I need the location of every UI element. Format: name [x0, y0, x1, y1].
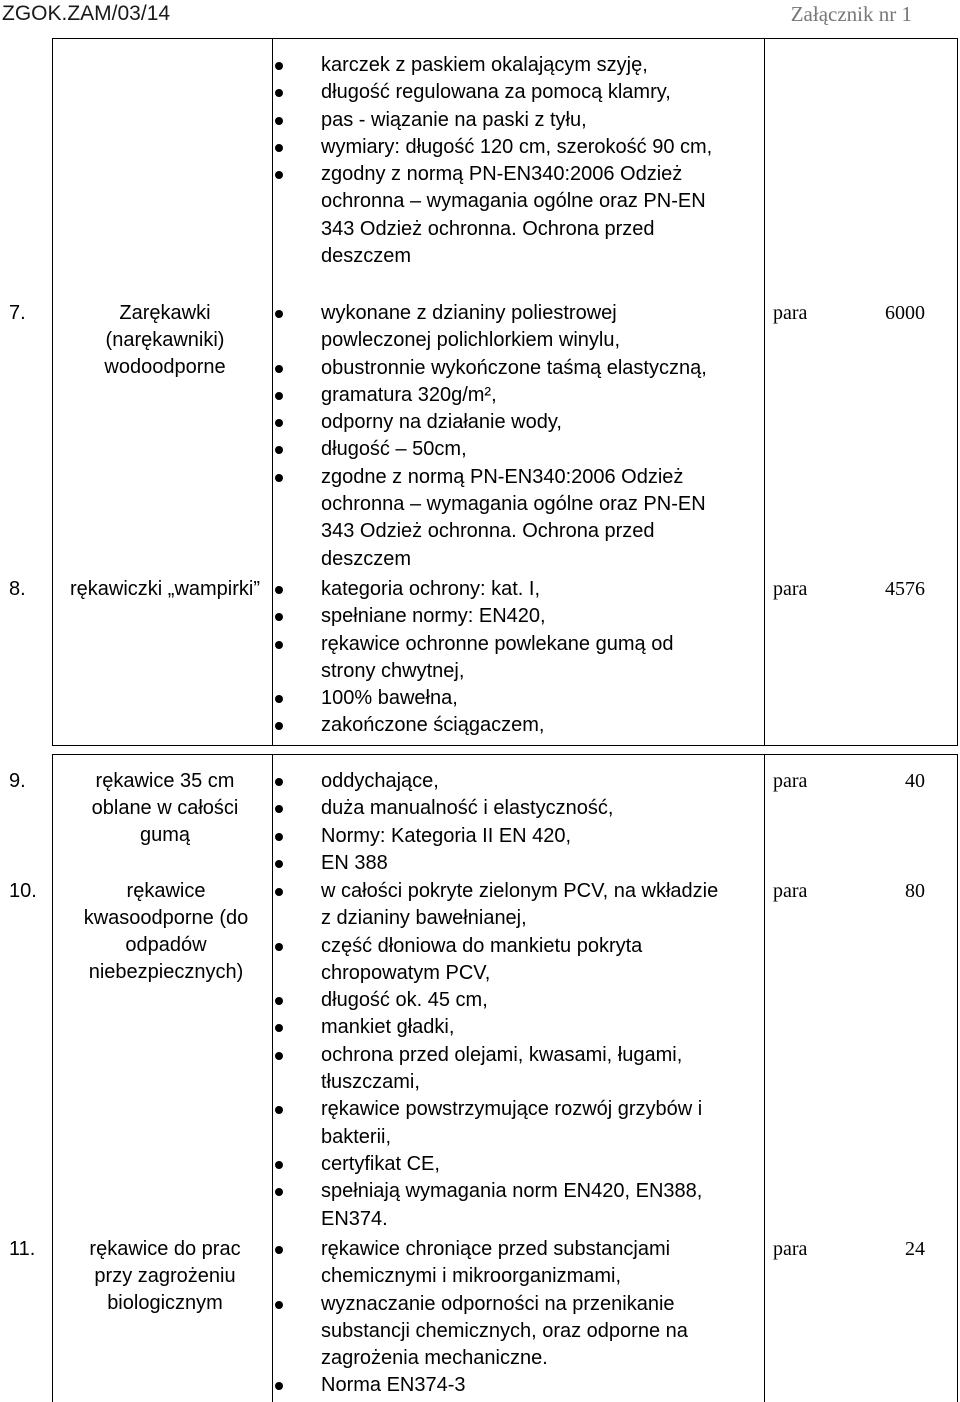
item-name: rękawice do prac przy zagrożeniu biologicznym — [89, 1238, 241, 1314]
bullet-icon — [275, 89, 283, 97]
bullet-icon — [275, 365, 283, 373]
list-item: Normy: Kategoria II EN 420, — [270, 823, 730, 850]
bullet-icon — [275, 641, 283, 649]
bullet-icon — [275, 1052, 283, 1060]
quantity-value: 4576 — [885, 578, 925, 600]
bullet-icon — [275, 586, 283, 594]
spec-list — [270, 768, 730, 877]
list-item: wyznaczanie odporności na przenikanie substancji chemicznych, oraz odporne na zagrożenia mechaniczne. — [270, 1291, 730, 1373]
list-item: wymiary: długość 120 cm, szerokość 90 cm, — [270, 134, 730, 161]
quantity-value: 80 — [905, 880, 925, 902]
bullet-icon — [275, 446, 283, 454]
list-item: zgodne z normą PN-EN340:2006 Odzież ochronna – wymagania ogólne oraz PN-EN 343 Odzież ochronna. Ochrona przed deszczem — [270, 464, 730, 573]
bullet-icon — [275, 1246, 283, 1254]
list-item: oddychające, — [270, 768, 730, 795]
bullet-icon — [275, 833, 283, 841]
column-divider — [764, 755, 765, 1402]
item-name: rękawice 35 cm oblane w całości gumą — [91, 770, 239, 846]
bullet-icon — [275, 888, 283, 896]
spec-list — [270, 300, 730, 573]
list-item: mankiet gładki, — [270, 1014, 730, 1041]
spec-list — [270, 878, 730, 1233]
row-number: 9. — [9, 770, 26, 792]
list-item: EN 388 — [270, 850, 730, 877]
bullet-icon — [275, 474, 283, 482]
list-item: Norma EN374-3 — [270, 1372, 730, 1399]
list-item: pas - wiązanie na paski z tyłu, — [270, 107, 730, 134]
list-item: zakończone ściągaczem, — [270, 712, 730, 739]
unit-label: para — [773, 880, 808, 902]
quantity-value: 24 — [905, 1238, 925, 1260]
list-item: zgodny z normą PN-EN340:2006 Odzież ochronna – wymagania ogólne oraz PN-EN 343 Odzież ochronna. Ochrona przed deszczem — [270, 161, 730, 270]
bullet-icon — [275, 860, 283, 868]
list-item: obustronnie wykończone taśmą elastyczną, — [270, 355, 730, 382]
list-item: gramatura 320g/m², — [270, 382, 730, 409]
list-item: spełniane normy: EN420, — [270, 603, 730, 630]
bullet-icon — [275, 419, 283, 427]
list-item: rękawice ochronne powlekane gumą od strony chwytnej, — [270, 631, 730, 686]
bullet-icon — [275, 62, 283, 70]
spec-list — [270, 576, 730, 740]
list-item: długość – 50cm, — [270, 436, 730, 463]
unit-label: para — [773, 770, 808, 792]
bullet-icon — [275, 1024, 283, 1032]
list-item: kategoria ochrony: kat. I, — [270, 576, 730, 603]
unit-label: para — [773, 578, 808, 600]
bullet-icon — [275, 997, 283, 1005]
list-item: wykonane z dzianiny poliestrowej powleczonej polichlorkiem winylu, — [270, 300, 730, 355]
item-name: rękawice kwasoodporne (do odpadów niebezpiecznych) — [83, 880, 249, 983]
bullet-icon — [275, 171, 283, 179]
bullet-icon — [275, 117, 283, 125]
page-header — [0, 2, 960, 32]
list-item: karczek z paskiem okalającym szyję, — [270, 52, 730, 79]
bullet-icon — [275, 805, 283, 813]
quantity-value: 6000 — [885, 302, 925, 324]
unit-label: para — [773, 302, 808, 324]
bullet-icon — [275, 722, 283, 730]
column-divider — [764, 39, 765, 745]
list-item: spełniają wymagania norm EN420, EN388, EN374. — [270, 1178, 730, 1233]
row-number: 7. — [9, 302, 26, 324]
list-item: w całości pokryte zielonym PCV, na wkładzie z dzianiny bawełnianej, — [270, 878, 730, 933]
row-number: 10. — [9, 880, 37, 902]
list-item: długość ok. 45 cm, — [270, 987, 730, 1014]
row-number: 11. — [9, 1238, 36, 1260]
bullet-icon — [275, 613, 283, 621]
bullet-icon — [275, 310, 283, 318]
item-name: Zarękawki (narękawniki) wodoodporne — [104, 302, 226, 378]
list-item: część dłoniowa do mankietu pokryta chropowatym PCV, — [270, 933, 730, 988]
list-item: 100% bawełna, — [270, 685, 730, 712]
bullet-icon — [275, 1301, 283, 1309]
bullet-icon — [275, 1188, 283, 1196]
list-item: ochrona przed olejami, kwasami, ługami, tłuszczami, — [270, 1042, 730, 1097]
bullet-icon — [275, 778, 283, 786]
quantity-value: 40 — [905, 770, 925, 792]
unit-label: para — [773, 1238, 808, 1260]
bullet-icon — [275, 1161, 283, 1169]
list-item: duża manualność i elastyczność, — [270, 795, 730, 822]
list-item: rękawice powstrzymujące rozwój grzybów i bakterii, — [270, 1096, 730, 1151]
list-item: długość regulowana za pomocą klamry, — [270, 79, 730, 106]
item-name: rękawiczki „wampirki” — [70, 578, 261, 600]
list-item: certyfikat CE, — [270, 1151, 730, 1178]
bullet-icon — [275, 1382, 283, 1390]
attachment-label: Załącznik nr 1 — [790, 2, 912, 26]
bullet-icon — [275, 144, 283, 152]
bullet-icon — [275, 943, 283, 951]
document-code: ZGOK.ZAM/03/14 — [2, 2, 171, 25]
row-number: 8. — [9, 578, 26, 600]
bullet-icon — [275, 695, 283, 703]
bullet-icon — [275, 1106, 283, 1114]
list-item: rękawice chroniące przed substancjami chemicznymi i mikroorganizmami, — [270, 1236, 730, 1291]
bullet-icon — [275, 392, 283, 400]
spec-list — [270, 52, 730, 270]
spec-list — [270, 1236, 730, 1400]
list-item: odporny na działanie wody, — [270, 409, 730, 436]
